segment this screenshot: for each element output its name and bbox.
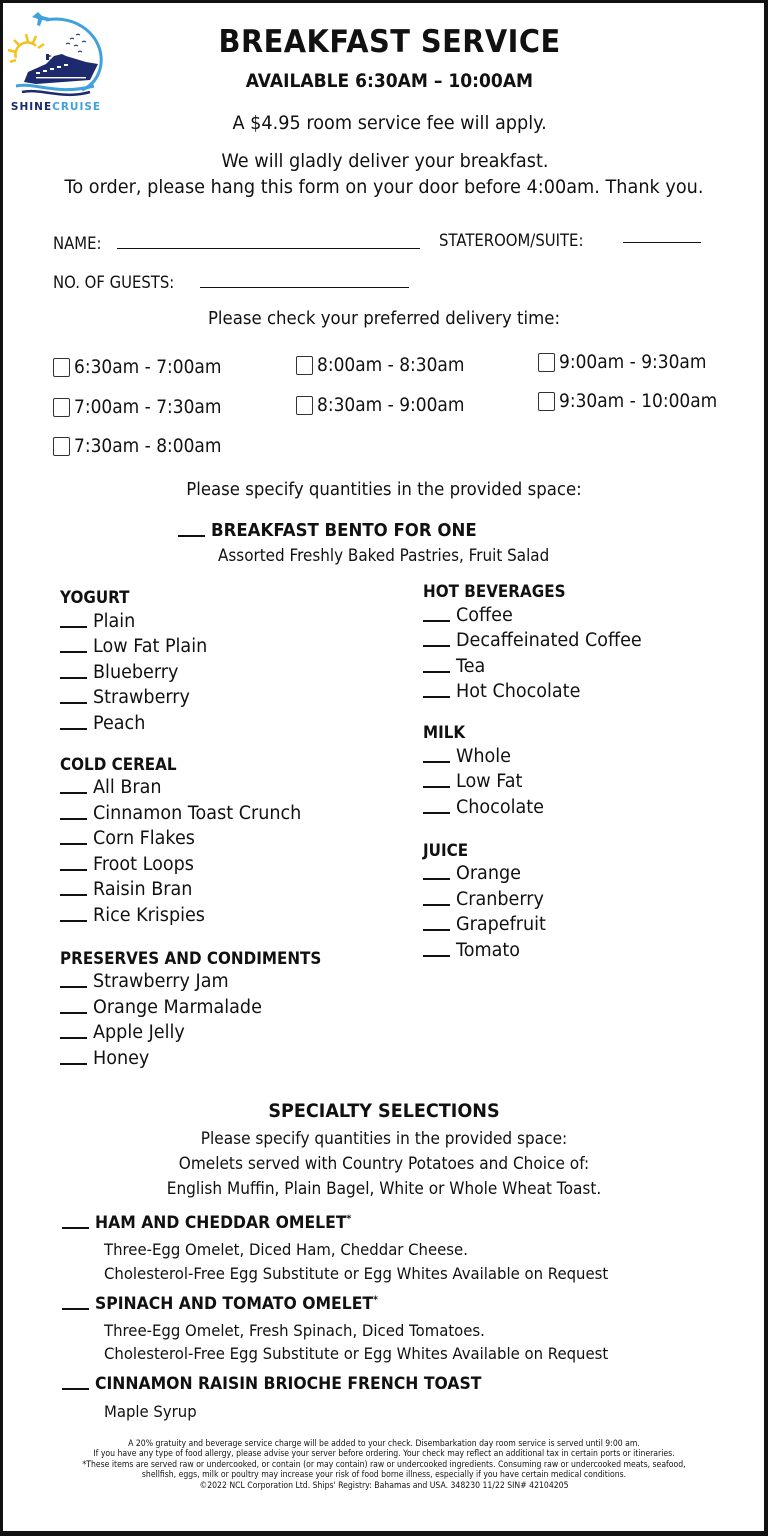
list-item: Orange Marmalade	[60, 993, 390, 1019]
list-item: Plain	[60, 607, 390, 633]
fine-print: A 20% gratuity and beverage service charge will be added to your check. Disembarkation day room service is served until 9:00 am. If you have any type of food allergy, please advise your server before ordering. Your check may reflect an additional tax in certain ports or itineraries. *These items are served raw or undercooked, or contain (or may contain) raw or undercooked ingredients. Consuming raw or undercooked meats, seafood, shellfish, eggs, milk or poultry may increase your risk of food borne illness, especially if you have certain medical conditions. ©2022 NCL Corporation Ltd. Ships' Registry: Bahamas and USA. 348230 11/22 SIN# 42104205	[82, 1439, 686, 1491]
quantity-blank[interactable]	[423, 761, 450, 763]
checkbox-icon[interactable]	[296, 356, 313, 375]
quantity-blank[interactable]	[60, 728, 87, 730]
menu-right-column	[423, 582, 743, 962]
quantity-blank[interactable]	[60, 843, 87, 845]
shine-cruise-logo	[6, 6, 106, 118]
list-item: Apple Jelly	[60, 1019, 390, 1045]
bento-description: Assorted Freshly Baked Pastries, Fruit Salad	[218, 546, 550, 565]
delivery-option[interactable]: 6:30am - 7:00am	[53, 357, 234, 378]
category-preserves: PRESERVES AND CONDIMENTS	[60, 948, 322, 968]
checkbox-icon[interactable]	[53, 398, 70, 417]
quantity-blank[interactable]	[62, 1388, 89, 1390]
checkbox-icon[interactable]	[538, 353, 555, 372]
quantity-blank[interactable]	[60, 986, 87, 988]
quantity-blank[interactable]	[60, 626, 87, 628]
quantity-blank[interactable]	[423, 645, 450, 647]
delivery-option[interactable]: 7:00am - 7:30am	[53, 397, 234, 418]
quantity-blank[interactable]	[178, 535, 205, 537]
dish-description: Three-Egg Omelet, Diced Ham, Cheddar Cheese.	[104, 1240, 468, 1259]
stateroom-field[interactable]	[623, 242, 701, 243]
list-item: Cinnamon Toast Crunch	[60, 799, 390, 825]
guests-label: NO. OF GUESTS:	[53, 273, 175, 292]
delivery-note: We will gladly deliver your breakfast.	[221, 150, 549, 172]
checkbox-icon[interactable]	[53, 437, 70, 456]
specialty-dish: CINNAMON RAISIN BRIOCHE FRENCH TOAST	[62, 1374, 515, 1394]
list-item: Decaffeinated Coffee	[423, 627, 743, 653]
quantity-blank[interactable]	[62, 1308, 89, 1310]
list-item: Corn Flakes	[60, 825, 390, 851]
list-item: Hot Chocolate	[423, 678, 743, 704]
list-item: Grapefruit	[423, 911, 743, 937]
list-item: Coffee	[423, 601, 743, 627]
checkbox-icon[interactable]	[53, 358, 70, 377]
bento-item	[178, 520, 500, 541]
quantity-blank[interactable]	[60, 677, 87, 679]
quantity-blank[interactable]	[60, 818, 87, 820]
name-field[interactable]	[117, 248, 420, 249]
category-yogurt: YOGURT	[60, 588, 130, 607]
fee-notice: A $4.95 room service fee will apply.	[232, 112, 547, 134]
category-cold-cereal: COLD CEREAL	[60, 754, 177, 774]
quantity-blank[interactable]	[60, 1012, 87, 1014]
stateroom-label: STATEROOM/SUITE:	[439, 231, 584, 250]
quantity-blank[interactable]	[60, 702, 87, 704]
delivery-option[interactable]: 7:30am - 8:00am	[53, 436, 234, 457]
dish-note: Cholesterol-Free Egg Substitute or Egg Whites Available on Request	[104, 1264, 609, 1283]
list-item: Low Fat Plain	[60, 633, 390, 659]
quantity-blank[interactable]	[62, 1227, 89, 1229]
menu-left-column	[60, 588, 390, 1070]
list-item: Raisin Bran	[60, 876, 390, 902]
category-hot-beverages: HOT BEVERAGES	[423, 582, 566, 601]
availability-hours: AVAILABLE 6:30AM – 10:00AM	[245, 70, 534, 92]
list-item: Low Fat	[423, 768, 743, 794]
quantity-blank[interactable]	[423, 929, 450, 931]
dish-description: Three-Egg Omelet, Fresh Spinach, Diced Tomatoes.	[104, 1321, 485, 1340]
quantity-blank[interactable]	[423, 955, 450, 957]
specialty-prompt: Please specify quantities in the provided space:	[200, 1129, 568, 1148]
quantity-blank[interactable]	[423, 620, 450, 622]
quantity-blank[interactable]	[60, 792, 87, 794]
quantity-blank[interactable]	[60, 1063, 87, 1065]
quantity-blank[interactable]	[423, 878, 450, 880]
quantity-blank[interactable]	[423, 904, 450, 906]
delivery-option[interactable]: 9:30am - 10:00am	[538, 391, 731, 412]
checkbox-icon[interactable]	[538, 392, 555, 411]
quantity-blank[interactable]	[423, 812, 450, 814]
specialty-dish: SPINACH AND TOMATO OMELET*	[62, 1294, 402, 1314]
brand-name: SHINECRUISE	[10, 101, 102, 113]
category-milk: MILK	[423, 723, 466, 742]
page-title: BREAKFAST SERVICE	[218, 24, 561, 60]
quantity-blank[interactable]	[423, 671, 450, 673]
bento-title: BREAKFAST BENTO FOR ONE	[211, 520, 477, 541]
name-label: NAME:	[53, 234, 102, 253]
list-item: Blueberry	[60, 658, 390, 684]
order-instructions: To order, please hang this form on your door before 4:00am. Thank you.	[64, 176, 704, 198]
dish-description: Maple Syrup	[104, 1402, 197, 1421]
delivery-prompt: Please check your preferred delivery time:	[207, 308, 561, 329]
checkbox-icon[interactable]	[296, 396, 313, 415]
delivery-option[interactable]: 8:30am - 9:00am	[296, 395, 477, 416]
list-item: Honey	[60, 1044, 390, 1070]
list-item: Rice Krispies	[60, 901, 390, 927]
specialty-title: SPECIALTY SELECTIONS	[268, 1101, 500, 1122]
list-item: Chocolate	[423, 793, 743, 819]
guests-field[interactable]	[200, 287, 409, 288]
delivery-option[interactable]: 9:00am - 9:30am	[538, 352, 719, 373]
list-item: Whole	[423, 742, 743, 768]
list-item: Tea	[423, 652, 743, 678]
quantity-blank[interactable]	[60, 1037, 87, 1039]
list-item: Froot Loops	[60, 850, 390, 876]
list-item: Cranberry	[423, 885, 743, 911]
list-item: Peach	[60, 709, 390, 735]
quantity-blank[interactable]	[423, 786, 450, 788]
delivery-option[interactable]: 8:00am - 8:30am	[296, 355, 477, 376]
specialty-dish: HAM AND CHEDDAR OMELET*	[62, 1213, 374, 1233]
quantity-blank[interactable]	[60, 920, 87, 922]
omelet-sides-note: Omelets served with Country Potatoes and Choice of:	[178, 1154, 590, 1173]
quantity-blank[interactable]	[60, 894, 87, 896]
quantity-blank[interactable]	[60, 869, 87, 871]
quantity-blank[interactable]	[60, 651, 87, 653]
list-item: Tomato	[423, 936, 743, 962]
quantities-prompt: Please specify quantities in the provided space:	[186, 479, 582, 500]
list-item: All Bran	[60, 774, 390, 800]
category-juice: JUICE	[423, 840, 469, 860]
dish-note: Cholesterol-Free Egg Substitute or Egg Whites Available on Request	[104, 1344, 609, 1363]
list-item: Orange	[423, 860, 743, 886]
list-item: Strawberry Jam	[60, 968, 390, 994]
list-item: Strawberry	[60, 684, 390, 710]
quantity-blank[interactable]	[423, 696, 450, 698]
bread-choices: English Muffin, Plain Bagel, White or Whole Wheat Toast.	[166, 1179, 602, 1198]
